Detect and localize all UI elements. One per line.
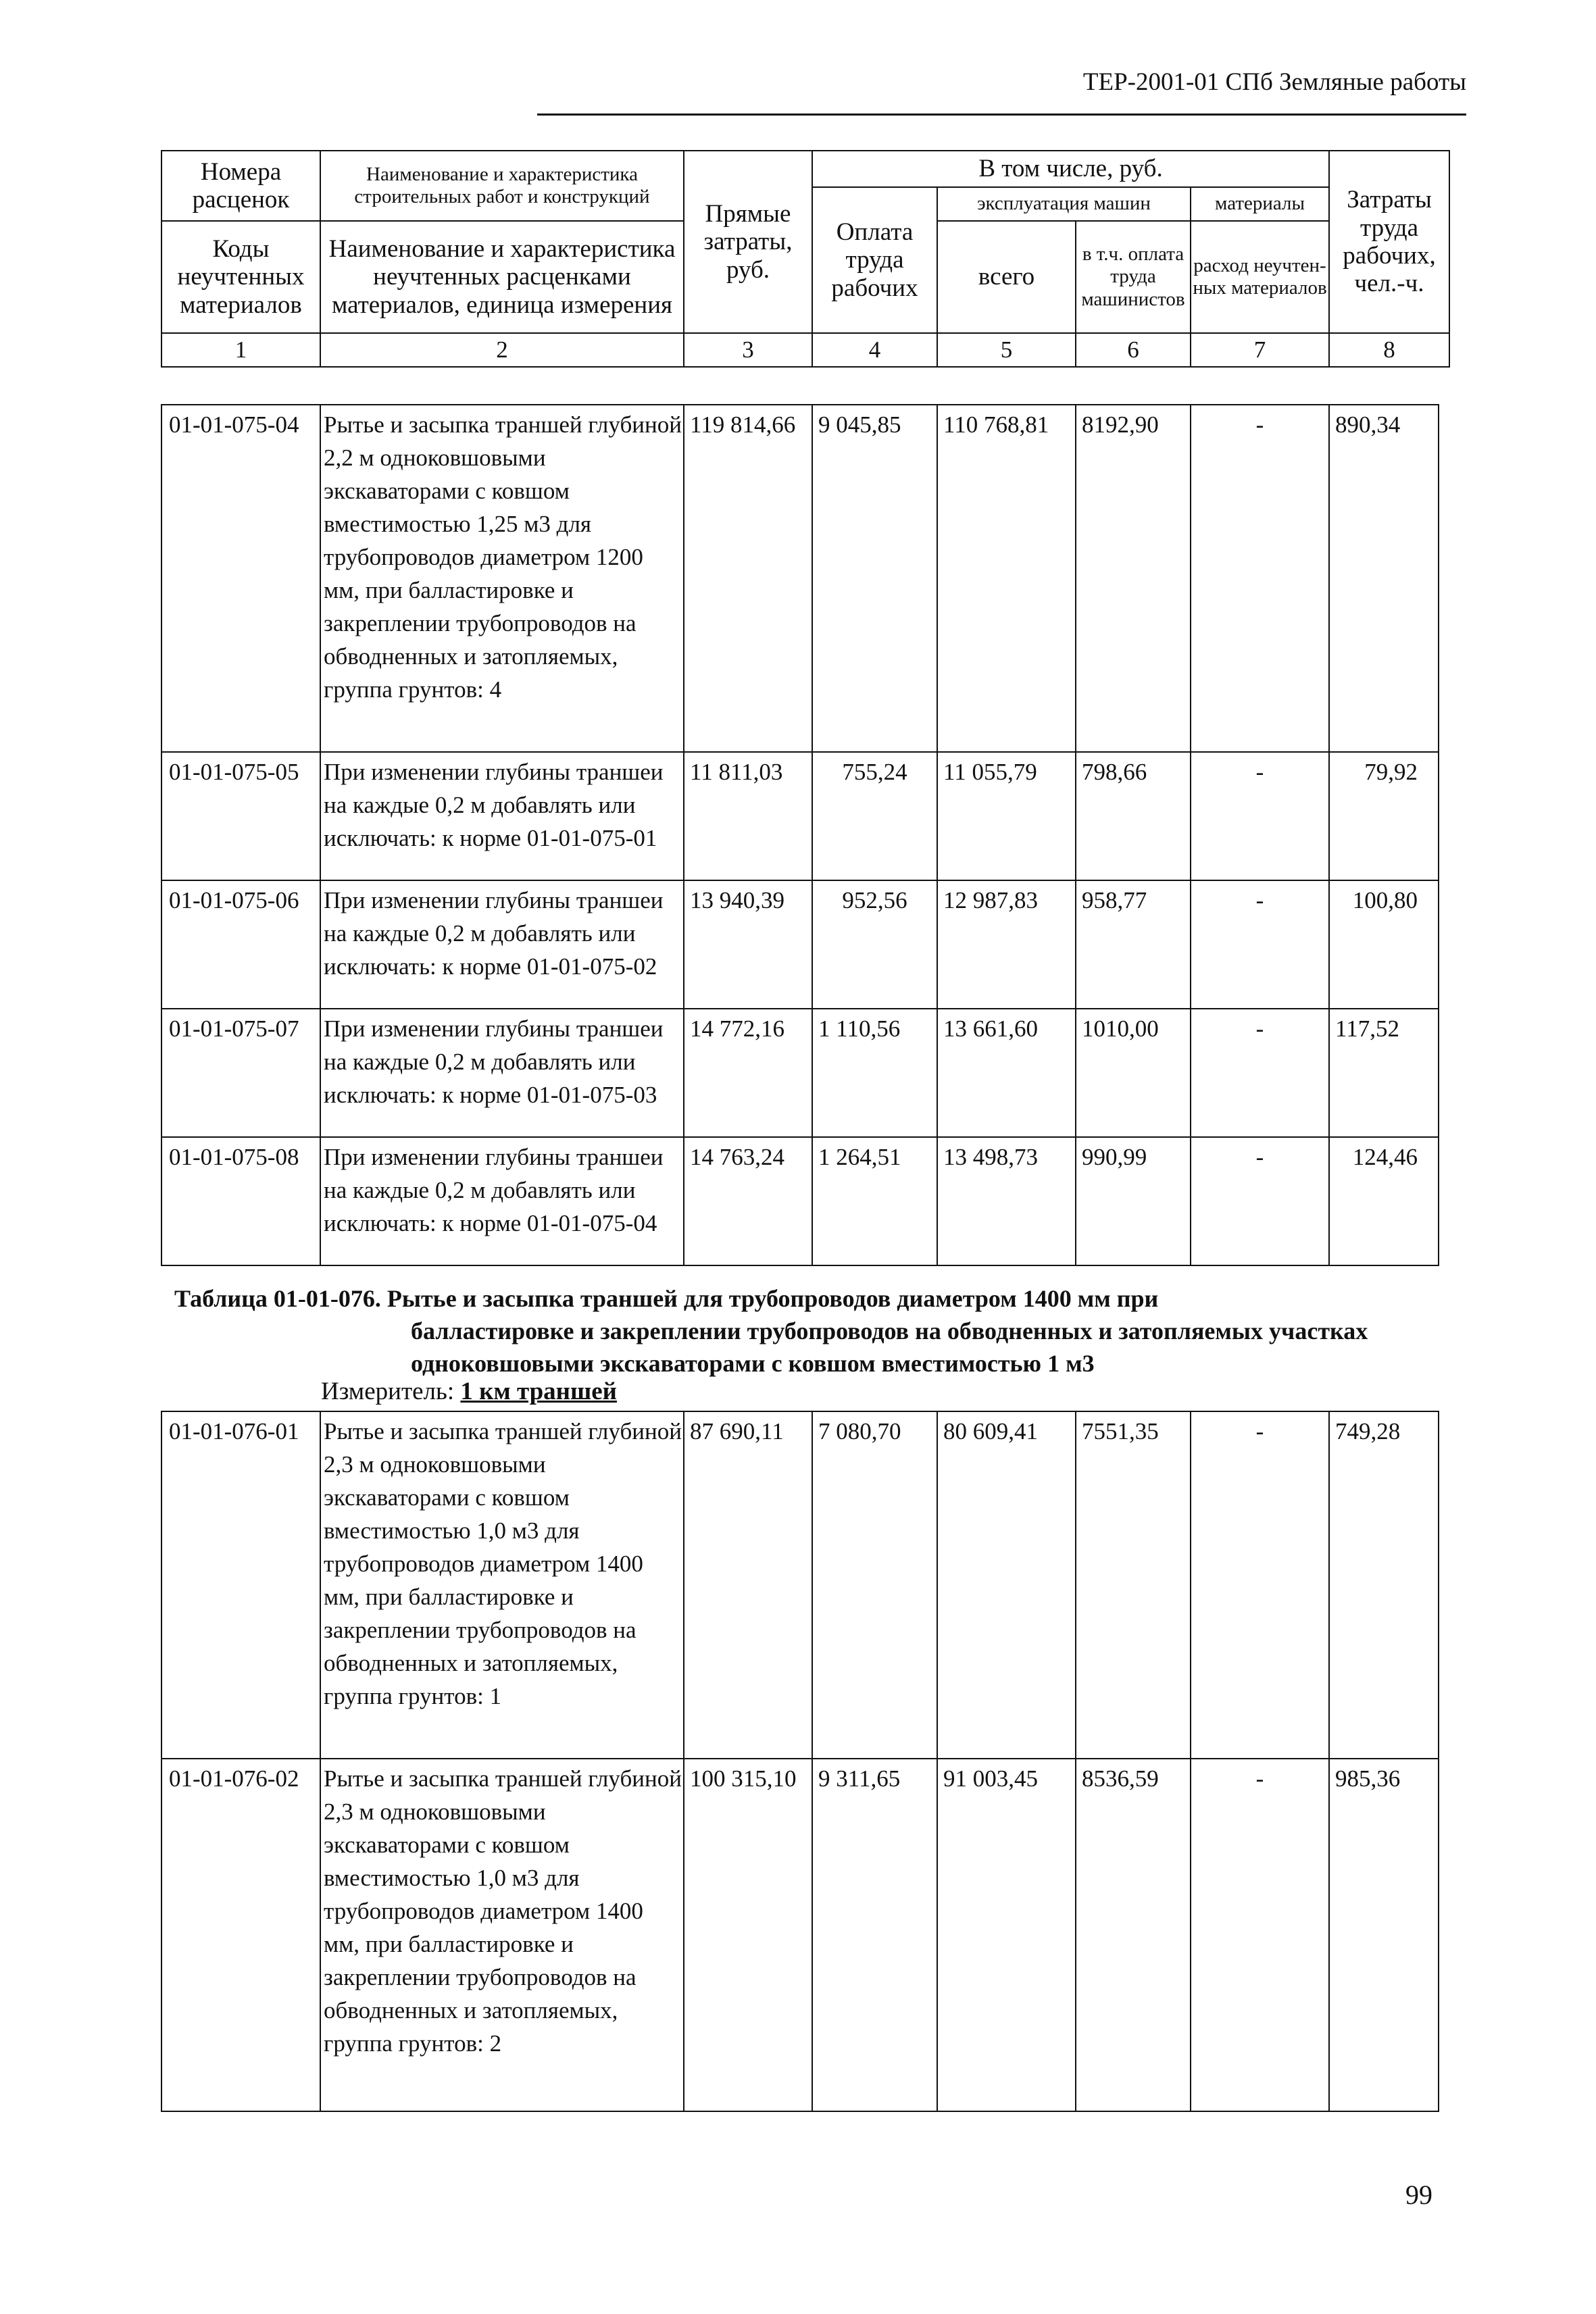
operator-wages-value: 8536,59 (1076, 1759, 1191, 2111)
column-number: 2 (320, 333, 684, 367)
operator-wages-value: 958,77 (1076, 880, 1191, 1009)
labor-hours-value: 749,28 (1329, 1411, 1439, 1759)
rate-description: Рытье и засыпка траншей глубиной 2,3 м одноковшовыми экскаваторами с ковшом вместимостью 1,0 м3 для трубопроводов диаметром 1400 мм, при балластировке и закреплении трубопроводов на обводненных и затопляемых, группа грунтов: 2 (320, 1759, 684, 2111)
measure-value: 1 км траншей (460, 1378, 617, 1405)
column-number: 7 (1191, 333, 1329, 367)
column-numbers-row (161, 333, 1449, 367)
labor-wages-value: 1 264,51 (812, 1137, 937, 1265)
column-number: 4 (812, 333, 937, 367)
table-row (161, 880, 1439, 1009)
rate-code: 01-01-075-07 (161, 1009, 320, 1137)
machine-total-value: 11 055,79 (937, 752, 1076, 880)
header-operator-wages: в т.ч. оплата труда машинистов (1076, 221, 1191, 333)
rates-table-075 (161, 404, 1439, 1266)
table-row (161, 752, 1439, 880)
header-materials: материалы (1191, 187, 1329, 221)
operator-wages-value: 7551,35 (1076, 1411, 1191, 1759)
rate-description: При изменении глубины траншеи на каждые 0,2 м добавлять или исключать: к норме 01-01-075-04 (320, 1137, 684, 1265)
machine-total-value: 110 768,81 (937, 405, 1076, 752)
header-worker-wages: Оплата труда рабочих (812, 187, 937, 333)
labor-hours-value: 985,36 (1329, 1759, 1439, 2111)
column-number: 3 (684, 333, 812, 367)
direct-costs-value: 87 690,11 (684, 1411, 812, 1759)
direct-costs-value: 119 814,66 (684, 405, 812, 752)
operator-wages-value: 990,99 (1076, 1137, 1191, 1265)
labor-wages-value: 9 045,85 (812, 405, 937, 752)
machine-total-value: 91 003,45 (937, 1759, 1076, 2111)
materials-value: - (1191, 1137, 1329, 1265)
table-row (161, 405, 1439, 752)
rate-description: Рытье и засыпка траншей глубиной 2,3 м одноковшовыми экскаваторами с ковшом вместимостью 1,0 м3 для трубопроводов диаметром 1400 мм, при балластировке и закреплении трубопроводов на обводненных и затопляемых, группа грунтов: 1 (320, 1411, 684, 1759)
header-rule (537, 114, 1466, 116)
rate-description: Рытье и засыпка траншей глубиной 2,2 м одноковшовыми экскаваторами с ковшом вместимостью 1,25 м3 для трубопроводов диаметром 1200 мм, при балластировке и закреплении трубопроводов на обводненных и затопляемых, группа грунтов: 4 (320, 405, 684, 752)
materials-value: - (1191, 1411, 1329, 1759)
machine-total-value: 13 498,73 (937, 1137, 1076, 1265)
materials-value: - (1191, 1009, 1329, 1137)
table-row (161, 1759, 1439, 2111)
labor-hours-value: 79,92 (1329, 752, 1439, 880)
rate-description: При изменении глубины траншеи на каждые 0,2 м добавлять или исключать: к норме 01-01-075-02 (320, 880, 684, 1009)
direct-costs-value: 14 772,16 (684, 1009, 812, 1137)
operator-wages-value: 1010,00 (1076, 1009, 1191, 1137)
operator-wages-value: 798,66 (1076, 752, 1191, 880)
column-header-table (161, 150, 1450, 368)
materials-value: - (1191, 405, 1329, 752)
table-caption (174, 1282, 1458, 1380)
running-header: ТЕР-2001-01 СПб Земляные работы (1082, 68, 1466, 96)
table-row (161, 1411, 1439, 1759)
header-direct-costs: Прямые затраты, руб. (684, 151, 812, 333)
direct-costs-value: 13 940,39 (684, 880, 812, 1009)
caption-line: балластировке и закреплении трубопроводов на обводненных и затопляемых участках (411, 1317, 1368, 1344)
table-row (161, 1009, 1439, 1137)
materials-value: - (1191, 880, 1329, 1009)
rate-code: 01-01-075-06 (161, 880, 320, 1009)
machine-total-value: 13 661,60 (937, 1009, 1076, 1137)
caption-line: Таблица 01-01-076. Рытье и засыпка траншей для трубопроводов диаметром 1400 мм при (174, 1285, 1159, 1312)
measure-label: Измеритель: (321, 1378, 455, 1405)
labor-hours-value: 117,52 (1329, 1009, 1439, 1137)
rate-description: При изменении глубины траншеи на каждые 0,2 м добавлять или исключать: к норме 01-01-075-01 (320, 752, 684, 880)
rate-code: 01-01-076-01 (161, 1411, 320, 1759)
rate-code: 01-01-076-02 (161, 1759, 320, 2111)
labor-wages-value: 755,24 (812, 752, 937, 880)
machine-total-value: 12 987,83 (937, 880, 1076, 1009)
operator-wages-value: 8192,90 (1076, 405, 1191, 752)
rate-code: 01-01-075-05 (161, 752, 320, 880)
page-number: 99 (1405, 2180, 1432, 2210)
header-labor-hours: Затраты труда рабочих, чел.-ч. (1329, 151, 1449, 333)
labor-wages-value: 952,56 (812, 880, 937, 1009)
header-including: В том числе, руб. (812, 151, 1329, 187)
labor-wages-value: 9 311,65 (812, 1759, 937, 2111)
materials-value: - (1191, 752, 1329, 880)
header-material-codes: Коды неучтенных материалов (161, 221, 320, 333)
rate-code: 01-01-075-08 (161, 1137, 320, 1265)
caption-line: одноковшовыми экскаваторами с ковшом вместимостью 1 м3 (411, 1350, 1095, 1377)
header-material-names: Наименование и характеристика неучтенных расценками материалов, единица измерения (320, 221, 684, 333)
column-number: 8 (1329, 333, 1449, 367)
rate-description: При изменении глубины траншеи на каждые 0,2 м добавлять или исключать: к норме 01-01-075-03 (320, 1009, 684, 1137)
header-work-name: Наименование и характеристика строительных работ и конструкций (320, 151, 684, 221)
rate-code: 01-01-075-04 (161, 405, 320, 752)
direct-costs-value: 100 315,10 (684, 1759, 812, 2111)
column-number: 6 (1076, 333, 1191, 367)
labor-hours-value: 100,80 (1329, 880, 1439, 1009)
machine-total-value: 80 609,41 (937, 1411, 1076, 1759)
rates-table-076 (161, 1411, 1439, 2112)
labor-hours-value: 124,46 (1329, 1137, 1439, 1265)
header-machine-total: всего (937, 221, 1076, 333)
table-row (161, 1137, 1439, 1265)
direct-costs-value: 14 763,24 (684, 1137, 812, 1265)
header-machine-operation: эксплуатация машин (937, 187, 1191, 221)
measure-unit (321, 1377, 617, 1406)
materials-value: - (1191, 1759, 1329, 2111)
direct-costs-value: 11 811,03 (684, 752, 812, 880)
labor-wages-value: 7 080,70 (812, 1411, 937, 1759)
column-number: 1 (161, 333, 320, 367)
header-rate-number: Номера расценок (161, 151, 320, 221)
header-material-usage: расход неучтен-ных материалов (1191, 221, 1329, 333)
labor-wages-value: 1 110,56 (812, 1009, 937, 1137)
column-number: 5 (937, 333, 1076, 367)
labor-hours-value: 890,34 (1329, 405, 1439, 752)
